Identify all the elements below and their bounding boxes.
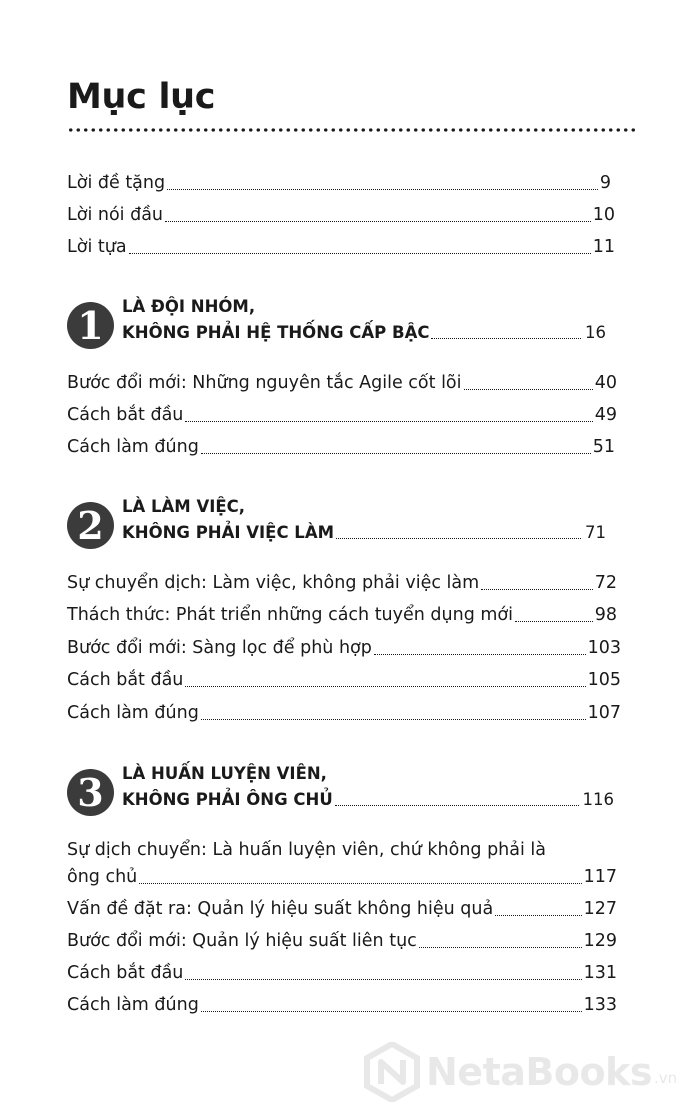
chapter-number-badge: 3	[67, 769, 114, 816]
toc-entry-label: Lời tựa	[67, 237, 127, 257]
toc-entry-label: ông chủ	[67, 867, 138, 887]
chapter-title-line1: LÀ ĐỘI NHÓM,	[122, 297, 256, 316]
netabooks-logo-icon	[364, 1042, 420, 1102]
watermark-suffix: .vn	[653, 1069, 678, 1087]
toc-entry-label: Cách bắt đầu	[67, 963, 184, 983]
title-divider	[67, 128, 635, 132]
toc-entry[interactable]	[67, 203, 615, 227]
chapter-page: 16	[585, 323, 606, 342]
toc-entry-label: Lời đề tặng	[67, 173, 166, 193]
chapter-title-line2: KHÔNG PHẢI VIỆC LÀM	[122, 523, 335, 542]
toc-entry[interactable]	[67, 865, 617, 889]
dot-leader	[481, 589, 593, 590]
dot-leader	[167, 189, 598, 190]
toc-entry[interactable]	[67, 636, 621, 660]
watermark-brand: NetaBooks	[426, 1050, 652, 1094]
dot-leader	[139, 883, 581, 884]
toc-entry-page: 51	[592, 437, 615, 457]
toc-entry-page: 133	[583, 995, 617, 1015]
dot-leader	[431, 338, 581, 339]
toc-entry[interactable]	[67, 603, 617, 627]
dot-leader	[165, 221, 591, 222]
toc-entry-page: 127	[583, 899, 617, 919]
toc-entry-label: Lời nói đầu	[67, 205, 164, 225]
dot-leader	[201, 453, 591, 454]
chapter-title-entry[interactable]	[122, 522, 606, 544]
page-title: Mục lục	[67, 77, 216, 117]
chapter-number-badge: 1	[67, 302, 114, 349]
toc-entry-page: 129	[583, 931, 617, 951]
toc-entry[interactable]	[67, 235, 615, 259]
toc-entry-label: Vấn đề đặt ra: Quản lý hiệu suất không hiệu quả	[67, 899, 494, 919]
toc-entry[interactable]	[67, 435, 615, 459]
toc-entry-page: 98	[594, 605, 617, 625]
toc-entry-page: 40	[594, 373, 617, 393]
toc-entry[interactable]	[67, 929, 617, 953]
dot-leader	[129, 253, 591, 254]
toc-entry-label: Cách làm đúng	[67, 995, 199, 1015]
toc-entry-label: Thách thức: Phát triển những cách tuyển dụng mới	[67, 605, 514, 625]
toc-entry-label: Cách làm đúng	[67, 703, 199, 723]
toc-entry-page: 131	[583, 963, 617, 983]
chapter-title-line2: KHÔNG PHẢI HỆ THỐNG CẤP BẬC	[122, 323, 430, 342]
toc-entry[interactable]	[67, 897, 617, 921]
toc-entry[interactable]	[67, 571, 617, 595]
netabooks-watermark	[364, 1042, 677, 1102]
toc-entry[interactable]	[67, 993, 617, 1017]
toc-entry-page: 9	[599, 173, 611, 193]
toc-entry-page: 11	[592, 237, 615, 257]
dot-leader	[185, 421, 592, 422]
dot-leader	[419, 947, 582, 948]
toc-entry-page: 103	[587, 638, 621, 658]
dot-leader	[185, 686, 585, 687]
chapter-title-line1: LÀ HUẤN LUYỆN VIÊN,	[122, 764, 327, 783]
toc-entry[interactable]	[67, 701, 621, 725]
toc-entry-label: Bước đổi mới: Quản lý hiệu suất liên tục	[67, 931, 417, 951]
toc-entry-page: 10	[592, 205, 615, 225]
toc-entry-label: Cách làm đúng	[67, 437, 199, 457]
toc-entry-label: Bước đổi mới: Sàng lọc để phù hợp	[67, 638, 372, 658]
toc-entry-label-wrap: Sự dịch chuyển: Là huấn luyện viên, chứ không phải là	[67, 840, 547, 860]
dot-leader	[336, 538, 581, 539]
toc-entry[interactable]	[67, 961, 617, 985]
toc-entry[interactable]	[67, 171, 611, 195]
chapter-title-line1: LÀ LÀM VIỆC,	[122, 497, 246, 516]
toc-entry-page: 105	[587, 670, 621, 690]
toc-entry[interactable]	[67, 668, 621, 692]
toc-entry-page: 72	[594, 573, 617, 593]
chapter-title-entry[interactable]	[122, 789, 614, 811]
dot-leader	[374, 654, 586, 655]
dot-leader	[464, 389, 593, 390]
toc-entry[interactable]	[67, 371, 617, 395]
chapter-number-badge: 2	[67, 502, 114, 549]
dot-leader	[335, 805, 579, 806]
toc-entry-label: Sự chuyển dịch: Làm việc, không phải việc làm	[67, 573, 480, 593]
dot-leader	[201, 719, 586, 720]
chapter-title-entry[interactable]	[122, 322, 606, 344]
toc-entry[interactable]	[67, 403, 617, 427]
dot-leader	[201, 1011, 582, 1012]
chapter-page: 116	[582, 790, 614, 809]
chapter-title-line2: KHÔNG PHẢI ÔNG CHỦ	[122, 790, 333, 809]
toc-entry-page: 117	[583, 867, 617, 887]
dot-leader	[495, 915, 581, 916]
dot-leader	[515, 621, 593, 622]
toc-entry-label: Cách bắt đầu	[67, 405, 184, 425]
toc-entry-label: Cách bắt đầu	[67, 670, 184, 690]
dot-leader	[185, 979, 581, 980]
toc-entry-page: 49	[594, 405, 617, 425]
chapter-page: 71	[585, 523, 606, 542]
toc-entry-label: Bước đổi mới: Những nguyên tắc Agile cốt lõi	[67, 373, 462, 393]
toc-entry-page: 107	[587, 703, 621, 723]
